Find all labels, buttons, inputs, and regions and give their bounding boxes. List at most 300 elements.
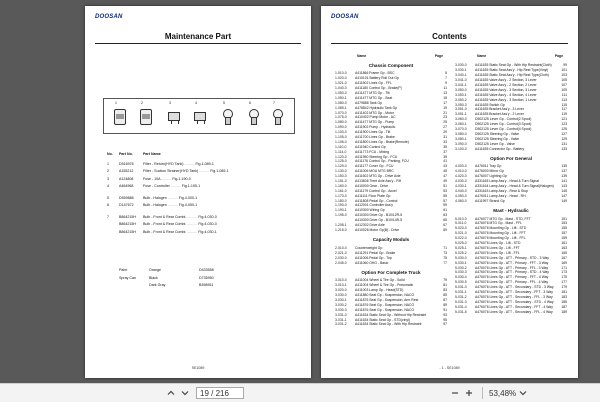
entry-title: A411402 MTG Gp - Motor (355, 110, 394, 115)
part-name: Filter - Return(HYD Tank) (143, 161, 184, 166)
entry-page: 125 (561, 127, 567, 132)
entry-page: 155 (561, 226, 567, 231)
entry-page: 187 (561, 304, 567, 309)
entry-page: 149 (561, 198, 567, 203)
page-indicator-input[interactable]: 19 / 216 (196, 387, 244, 399)
contents-entry[interactable] (455, 226, 567, 231)
entry-code: 1-190-0 (335, 203, 347, 208)
contents-entry[interactable] (455, 246, 567, 251)
entry-page: 61 (443, 208, 447, 213)
part-name-cell (143, 177, 297, 181)
contents-entry[interactable] (455, 188, 567, 193)
contents-entry[interactable] (335, 105, 447, 110)
contents-entry[interactable] (455, 122, 567, 127)
contents-entry[interactable] (335, 110, 447, 115)
contents-entry[interactable] (335, 120, 447, 125)
entry-title: A476076 Lines Gp - ATT - Primary - FFT - 3 Way (475, 260, 549, 265)
entry-page: 179 (561, 285, 567, 290)
contents-entry[interactable] (335, 174, 447, 179)
contents-section-heading: Mast - Hydraulic (493, 208, 529, 214)
entry-title: A410402 Pump Motor - AC (355, 115, 396, 120)
entry-page: 139 (561, 174, 567, 179)
entry-page: 27 (443, 125, 447, 130)
plus-icon[interactable] (462, 386, 476, 400)
chevron-down-icon[interactable] (516, 386, 530, 400)
entry-page: 159 (561, 236, 567, 241)
entry-title: A476076 Lines Gp - ATT - Primary - FFT - 4 Way (475, 275, 549, 280)
figure-ref: Fig.1-089-1 (195, 161, 214, 166)
entry-page: 97 (443, 322, 447, 327)
part-number: D147672 (119, 203, 134, 208)
entry-title: A476076 Lines Gp - Lift - FFT (475, 245, 520, 250)
contents-entry[interactable] (335, 250, 447, 255)
entry-page: 51 (443, 183, 447, 188)
paint-label: Spray Can (119, 275, 136, 280)
table-row (107, 194, 297, 202)
entry-code: 1-129-0 (335, 164, 347, 169)
paint-row (119, 276, 214, 284)
contents-entry[interactable] (455, 294, 567, 299)
entry-title: A411602 MTG Gp - Drive Axle (355, 174, 401, 179)
contents-entry[interactable] (455, 117, 567, 122)
page-contents (321, 6, 578, 378)
entry-page: 19 (443, 105, 447, 110)
entry-title: A411477 MTG Gp - Tilt (355, 91, 390, 95)
part-name: Filter - Suction Strainer(HYD Tank) (143, 169, 199, 174)
page-maintenance-part (85, 6, 311, 378)
contents-entry[interactable] (455, 184, 567, 189)
entry-page: 135 (561, 164, 567, 169)
contents-entry[interactable] (335, 91, 447, 96)
entry-page: 151 (561, 216, 567, 221)
contents-entry[interactable] (455, 169, 567, 174)
entry-title: A410026 Motor Gp(B) - Drive (355, 227, 400, 232)
entry-page: 171 (561, 265, 567, 270)
entry-title: A476076 Lines Gp - ATT - Primary - FFL - 3 Way (475, 265, 549, 270)
entry-code: 4-000-0 (455, 164, 467, 169)
part-index: 3 (107, 176, 109, 181)
contents-entry[interactable] (335, 293, 447, 298)
part-name: Bulb - Halogen (143, 203, 167, 208)
contents-entry[interactable] (335, 154, 447, 159)
entry-code: 3-030-0 (455, 63, 467, 68)
entry-page: 5 (445, 71, 447, 76)
title-divider (331, 43, 568, 44)
paint-row (119, 268, 214, 276)
contents-entry[interactable] (455, 236, 567, 241)
contents-entry[interactable] (335, 159, 447, 164)
contents-entry[interactable] (335, 223, 447, 228)
entry-code: 5-031-3 (455, 299, 467, 304)
contents-entry[interactable] (455, 275, 567, 280)
contents-entry[interactable] (455, 179, 567, 184)
entry-code: 1-106-0 (335, 139, 347, 144)
part-callout: 3 (169, 101, 171, 105)
entry-page: 75 (443, 255, 447, 260)
entry-title: A411997 Strand Gp (475, 198, 505, 203)
entry-code: 2-010-0 (335, 245, 347, 250)
contents-entry[interactable] (335, 228, 447, 233)
entry-code: 5-010-0 (455, 216, 467, 221)
entry-title: A411635 Valve Ass'y - 2 Section, 3 Lever (475, 78, 537, 83)
entry-title: A476011 Tray Gp (475, 164, 502, 169)
entry-title: A411006 Pedal Gp - Top (355, 255, 392, 260)
contents-column-right (455, 54, 567, 314)
entry-code: 3-010-1 (335, 283, 347, 288)
entry-title: A411635 Connector Gp - Battery (475, 146, 525, 151)
entry-title: A411808 Pedal Gp - Control (355, 198, 398, 203)
contents-entry[interactable] (335, 144, 447, 149)
contents-entry[interactable] (455, 68, 567, 73)
part-name: Bulb - Front & Rear Combi. (143, 229, 187, 234)
contents-entry[interactable] (455, 270, 567, 275)
contents-entry[interactable] (455, 285, 567, 290)
entry-title: A412001 Controller Ass'y (355, 203, 393, 208)
entry-title: A331164 Lamp Ass'y - Head & Turn Signal(Halogen) (475, 184, 554, 189)
contents-entry[interactable] (455, 304, 567, 309)
entry-page: 39 (443, 154, 447, 159)
entry-code: 1-215-0 (335, 227, 347, 232)
fuse-controller-drawing (192, 101, 206, 125)
part-name-cell (143, 230, 297, 234)
entry-title: A476076 Lines Gp - Lift - FFL (475, 250, 520, 255)
entry-code: 3-080-0 (455, 131, 467, 136)
entry-title: A411006 MOU MTG BRC (355, 169, 394, 174)
contents-entry[interactable] (455, 231, 567, 236)
figure-ref: Fig.4-030-0 (198, 214, 217, 219)
contents-entry[interactable] (455, 193, 567, 198)
contents-entry[interactable] (335, 198, 447, 203)
contents-entry[interactable] (335, 302, 447, 307)
contents-entry[interactable] (335, 169, 447, 174)
contents-entry[interactable] (455, 146, 567, 151)
figure-ref: Fig.1-190-0 (172, 176, 191, 181)
entry-page: 105 (561, 78, 567, 83)
entry-code: 1-075-0 (335, 115, 347, 120)
entry-title: A331163 Lamp Ass'y - Rear & Stop (475, 188, 528, 193)
contents-section-heading: Option For Complete Truck (361, 269, 421, 275)
table-row (107, 221, 297, 229)
entry-code: 1-195-0 (335, 213, 347, 218)
contents-entry[interactable] (335, 283, 447, 288)
contents-entry[interactable] (335, 203, 447, 208)
entry-title: A476076 Lines Gp - ATT - Primary - STD - 3 Way (475, 255, 549, 260)
entry-title: A411866 Frame Gp - BSC (355, 71, 395, 76)
entry-code: 3-030-1 (335, 297, 347, 302)
entry-code: 2-021-0 (335, 250, 347, 255)
entry-code: 1-050-0 (335, 91, 347, 95)
part-name-cell (143, 162, 297, 166)
entry-code: 1-150-0 (335, 174, 347, 179)
contents-entry[interactable] (335, 255, 447, 260)
table-row (107, 213, 297, 221)
contents-entry[interactable] (455, 131, 567, 136)
contents-entry[interactable] (335, 135, 447, 140)
contents-entry[interactable] (335, 288, 447, 293)
contents-header: Name Page (477, 54, 563, 58)
contents-entry[interactable] (335, 213, 447, 218)
doosan-logo: DOOSAN (331, 14, 359, 20)
contents-entry[interactable] (455, 290, 567, 295)
entry-code: 3-050-1 (455, 92, 467, 97)
table-row (107, 168, 297, 176)
part-number: A155212 (119, 169, 134, 174)
chevron-up-icon[interactable] (164, 386, 178, 400)
part-name: Bulb - Front & Rear Combi. (143, 222, 187, 227)
entry-page: 165 (561, 250, 567, 255)
entry-code: 5-031-4 (455, 304, 467, 309)
leader-dots: .......... (186, 222, 199, 227)
part-number: B864215H (119, 214, 136, 219)
paint-label (119, 283, 149, 291)
entry-code: 3-030-3 (335, 307, 347, 312)
entry-page: 25 (443, 120, 447, 125)
contents-entry[interactable] (335, 81, 447, 86)
entry-page: 183 (561, 294, 567, 299)
entry-code: 1-080-0 (335, 100, 347, 105)
entry-title: A411634 Static Seat Gp - Without Hip Restraint (355, 312, 427, 317)
entry-code: 3-050-0 (455, 87, 467, 92)
entry-code: 1-208-1 (335, 223, 347, 228)
entry-code: 2-045-0 (335, 260, 347, 265)
contents-entry[interactable] (335, 76, 447, 81)
contents-entry[interactable] (335, 115, 447, 120)
entry-page: 93 (443, 312, 447, 317)
entry-page: 153 (561, 221, 567, 226)
entry-page: 131 (561, 141, 567, 146)
part-name: Fuse - 10A (143, 176, 161, 181)
entry-title: A411876 Seat Gp - Suspension, NACO (355, 302, 415, 307)
figure-ref: Fig.4-030-0 (198, 222, 217, 227)
entry-code: 3-100-0 (455, 146, 467, 151)
entry-page: 143 (561, 184, 567, 189)
entry-title: A476076 Lines Gp - ATT - Secondary - STD - 3 Way (475, 285, 554, 290)
contents-entry[interactable] (335, 260, 447, 265)
entry-code: 5-030-5 (455, 280, 467, 285)
paint-color: Dark Gray (149, 283, 166, 287)
entry-code: 3-040-1 (455, 73, 467, 78)
entry-page: 189 (561, 309, 567, 314)
contents-entry[interactable] (335, 164, 447, 169)
entry-title: D502125 Lever Gp - Control(4 Spool) (475, 127, 532, 132)
entry-code: 3-070-0 (455, 127, 467, 132)
entry-title: A411111 Floor Plate Gp (355, 193, 391, 198)
leader-dots: .......... (160, 176, 173, 181)
contents-entry[interactable] (335, 188, 447, 193)
entry-page: 35 (443, 144, 447, 149)
parts-drawing (103, 98, 295, 134)
contents-entry[interactable] (335, 125, 447, 130)
entry-page: 107 (561, 83, 567, 87)
bulb-combi-drawing (270, 101, 284, 125)
entry-title: D502125 Lever Gp - Valve (475, 141, 515, 146)
entry-title: A410300 Wiring Gp (355, 208, 385, 213)
contents-entry[interactable] (455, 136, 567, 141)
entry-page: 33 (443, 139, 447, 144)
entry-code: 1-090-0 (335, 125, 347, 130)
entry-page: 95 (443, 317, 447, 322)
entry-code: 3-031-0 (335, 312, 347, 317)
entry-code: 1-190-1 (335, 208, 347, 213)
contents-entry[interactable] (455, 73, 567, 78)
entry-page: 55 (443, 193, 447, 198)
entry-page: 79 (443, 278, 447, 283)
contents-entry[interactable] (455, 102, 567, 107)
entry-title: A479888 Tank Gp (355, 100, 383, 105)
contents-entry[interactable] (455, 309, 567, 314)
contents-entry[interactable] (455, 198, 567, 203)
leader-dots: .......... (186, 214, 199, 219)
contents-entry[interactable] (335, 149, 447, 154)
contents-entry[interactable] (335, 130, 447, 135)
entry-page: 45 (443, 169, 447, 174)
contents-entry[interactable] (455, 97, 567, 102)
entry-page: 175 (561, 275, 567, 280)
contents-entry[interactable] (335, 322, 447, 327)
entry-code: 3-050-2 (455, 97, 467, 102)
contents-entry[interactable] (335, 208, 447, 213)
part-number: A124808 (119, 176, 134, 181)
entry-code: 3-041-0 (455, 78, 467, 83)
contents-entry[interactable] (335, 193, 447, 198)
entry-code: 1-161-0 (335, 188, 347, 193)
entry-page: 43 (443, 164, 447, 169)
entry-code: 3-060-1 (455, 122, 467, 127)
contents-entry[interactable] (455, 280, 567, 285)
entry-title: A411950 Steering Gp - FCU (355, 154, 398, 159)
entry-code: 1-020-0 (335, 76, 347, 81)
part-number: D516976 (119, 161, 134, 166)
filter-suction-drawing (138, 101, 152, 125)
entry-code: 5-030-3 (455, 270, 467, 275)
entry-title: D502125 Lever Gp - Control(2 Spool) (475, 117, 532, 122)
contents-entry[interactable] (335, 183, 447, 188)
entry-code: 1-120-0 (335, 154, 347, 159)
paint-color: Orange (149, 268, 161, 272)
contents-entry[interactable] (455, 265, 567, 270)
entry-page: 41 (443, 159, 447, 164)
contents-entry[interactable] (455, 241, 567, 246)
contents-entry[interactable] (455, 174, 567, 179)
contents-entry[interactable] (455, 87, 567, 92)
page-title: Maintenance Part (164, 32, 232, 41)
entry-title: A331165 Lamp Ass'y - Head & Turn Signal (475, 179, 539, 184)
contents-entry[interactable] (455, 78, 567, 83)
contents-entry[interactable] (335, 139, 447, 144)
part-name-cell (143, 203, 297, 207)
contents-entry[interactable] (335, 245, 447, 250)
entry-page: 29 (443, 130, 447, 135)
contents-entry[interactable] (335, 71, 447, 76)
contents-entry[interactable] (455, 63, 567, 68)
contents-entry[interactable] (455, 83, 567, 88)
entry-code: 3-090-0 (455, 141, 467, 146)
entry-title: A410300 Drive Gp - B10/14R-5 (355, 218, 403, 223)
contents-entry[interactable] (455, 299, 567, 304)
part-name-cell (143, 184, 297, 188)
paint-color: Black (149, 275, 158, 280)
entry-page: 113 (561, 97, 567, 102)
contents-entry[interactable] (455, 127, 567, 132)
contents-entry[interactable] (455, 92, 567, 97)
entry-title: A411060 OHG - Basic (355, 260, 389, 265)
contents-entry[interactable] (335, 298, 447, 303)
contents-entry[interactable] (455, 250, 567, 255)
entry-code: 1-125-0 (335, 159, 347, 164)
entry-page: 181 (561, 289, 567, 294)
contents-entry[interactable] (335, 100, 447, 105)
contents-entry[interactable] (335, 95, 447, 100)
entry-title: D502125 Steering Gp - Valve (475, 131, 520, 136)
entry-title: A476076 Lines Gp - ATT - Secondary - FFT - 4 Way (475, 304, 553, 309)
contents-entry[interactable] (455, 112, 567, 117)
contents-entry[interactable] (455, 216, 567, 221)
contents-entry[interactable] (455, 260, 567, 265)
leader-dots: .......... (169, 184, 182, 189)
entry-code: 1-050-1 (335, 95, 347, 100)
contents-entry[interactable] (455, 164, 567, 169)
entry-title: A411004 Wheel & Tire Gp - Pneumatic (355, 283, 414, 288)
entry-title: A476076 Mounting Gp - Lift - STD (475, 226, 527, 231)
entry-page: 111 (561, 92, 567, 97)
entry-page: 57 (443, 198, 447, 203)
entry-title: A476076 Lines Gp - ATT - Secondary - FFL - 3 Way (475, 294, 553, 299)
contents-entry[interactable] (455, 221, 567, 226)
minus-icon[interactable] (448, 386, 462, 400)
chevron-down-icon[interactable] (178, 386, 192, 400)
entry-title: A411003 Lamp Gp - Head(STD) (355, 288, 404, 293)
entry-page: 83 (443, 288, 447, 293)
part-number: D559886 (119, 195, 134, 200)
entry-title: A411800 Lines Gp - Brake(Remote) (355, 139, 409, 144)
entry-code: 4-050-0 (455, 193, 467, 198)
contents-entry[interactable] (455, 141, 567, 146)
contents-section-heading: Chassis Component (368, 63, 414, 68)
entry-page: 167 (561, 255, 567, 260)
table-row (107, 228, 297, 236)
entry-code: 5-030-4 (455, 275, 467, 280)
entry-page: 137 (561, 169, 567, 174)
entry-code: 5-030-0 (455, 255, 467, 260)
entry-page: 163 (561, 245, 567, 250)
entry-code: 3-050-3 (455, 102, 467, 107)
entry-page: 169 (561, 260, 567, 265)
entry-code: 3-060-0 (455, 117, 467, 122)
part-number: B864215H (119, 229, 136, 234)
contents-entry[interactable] (335, 317, 447, 322)
paint-list (119, 268, 214, 291)
contents-entry[interactable] (335, 307, 447, 312)
contents-entry[interactable] (455, 255, 567, 260)
entry-title: A476077 MTG Gp - Mast - STD, FFT (475, 216, 531, 221)
contents-entry[interactable] (335, 179, 447, 184)
contents-entry[interactable] (335, 86, 447, 91)
contents-entry[interactable] (335, 278, 447, 283)
figure-ref: Fig.4-030-1 (198, 229, 217, 234)
entry-page: 59 (443, 203, 447, 208)
entry-code: 3-031-1 (335, 317, 347, 322)
zoom-level[interactable]: 53,48% (489, 388, 517, 398)
bulb-halogen-2-drawing (246, 101, 260, 125)
contents-entry[interactable] (455, 107, 567, 112)
entry-title: A476007 Lighting Gp (475, 174, 507, 179)
entry-title: A476076 Mounting Gp - Lift - FFL (475, 236, 526, 241)
entry-title: A411635 Valve Ass'y - 2 Section, 2 Lever (475, 83, 537, 87)
part-name-cell (143, 215, 297, 219)
entry-title: A411635 Static Seat Gp - With Hip Restraint(Cloth) (475, 63, 552, 68)
contents-entry[interactable] (335, 312, 447, 317)
part-callout: 6 (249, 101, 251, 105)
